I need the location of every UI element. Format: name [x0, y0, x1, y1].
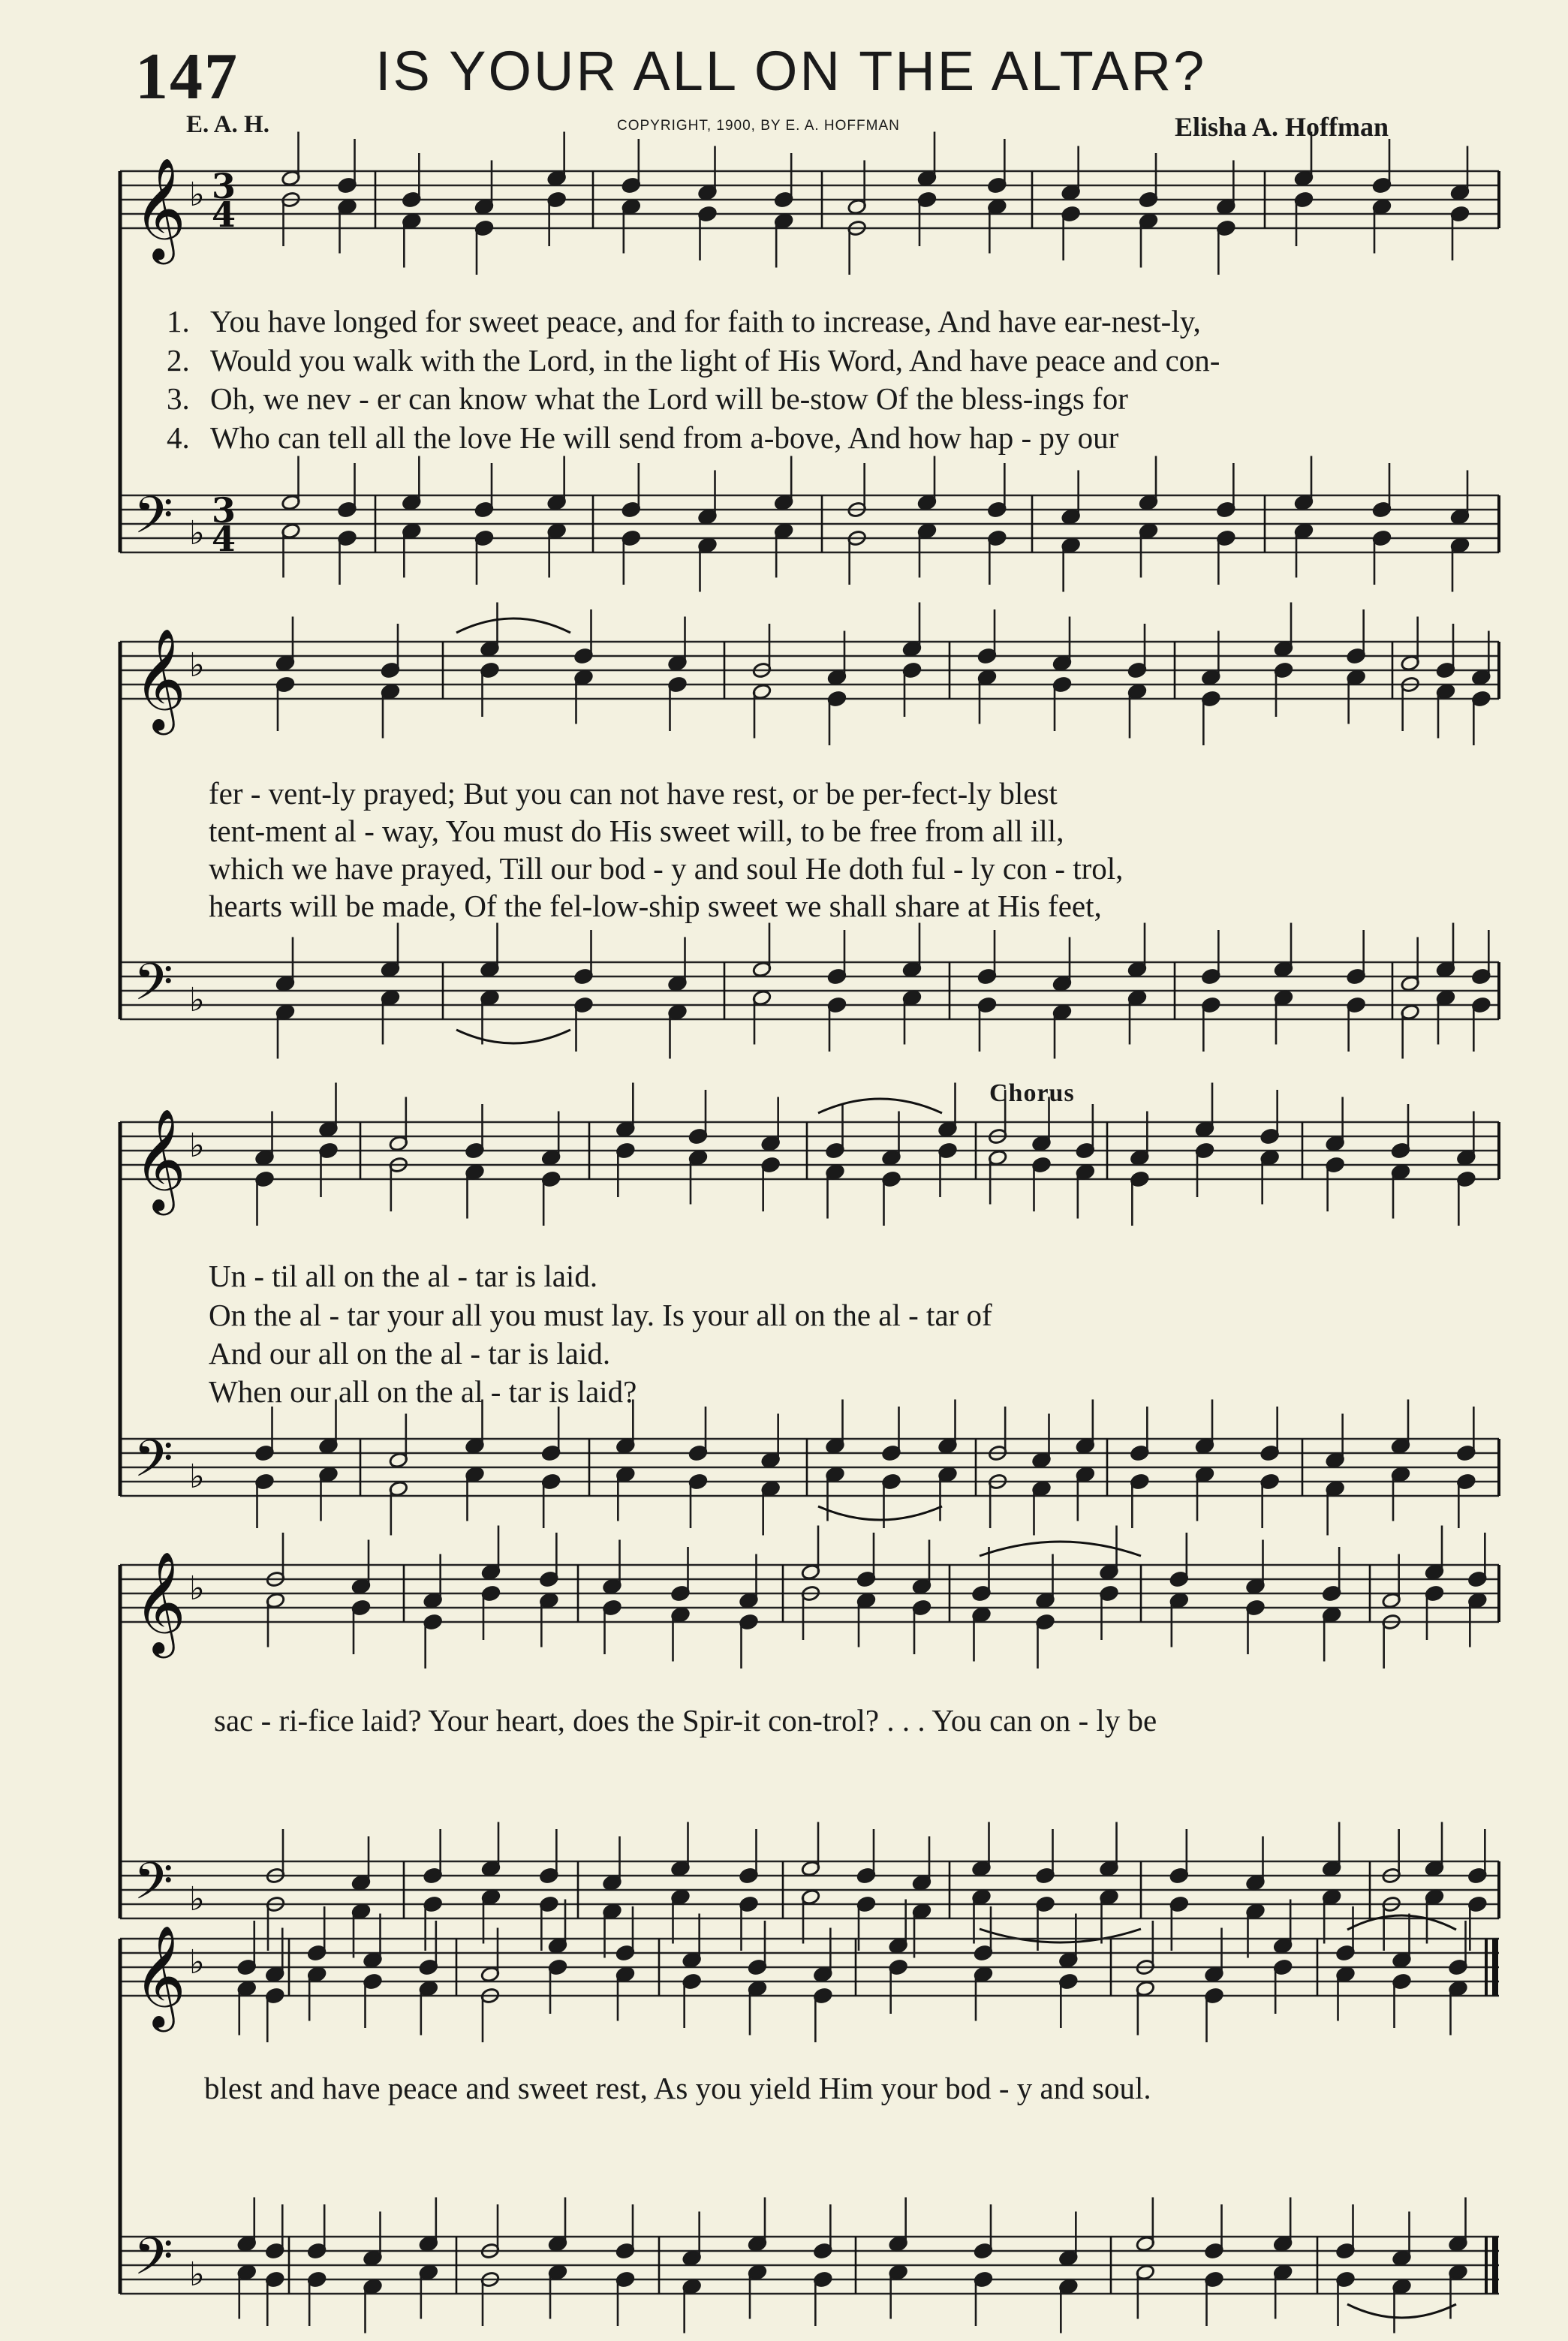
lyric-text: hearts will be made, Of the fel-low-ship sweet we shall share at His feet,: [209, 889, 1102, 923]
flat-icon: ♭: [189, 1943, 205, 1981]
final-bar-line: [1492, 1939, 1498, 1996]
flat-icon: ♭: [189, 2255, 205, 2294]
lyric-text: blest and have peace and sweet rest, As you yield Him your bod - y and soul.: [204, 2071, 1151, 2105]
flat-icon: ♭: [189, 1127, 205, 1165]
verse-number: 4.: [167, 420, 190, 455]
time-signature-bottom: 4: [212, 194, 236, 235]
flat-icon: ♭: [189, 1569, 205, 1608]
bass-clef-icon: 𝄢: [134, 1430, 173, 1501]
lyric-text: fer - vent-ly prayed; But you can not have rest, or be per-fect-ly blest: [209, 776, 1058, 811]
time-signature-top: 3: [212, 166, 236, 206]
slur: [1347, 2304, 1456, 2318]
flat-icon: ♭: [189, 981, 205, 1019]
flat-icon: ♭: [189, 646, 205, 685]
lyric-text: which we have prayed, Till our bod - y and soul He doth ful - ly con - trol,: [209, 851, 1124, 886]
lyric-line: [209, 816, 1064, 847]
verse-number: 2.: [167, 343, 190, 378]
bass-clef-icon: 𝄢: [134, 1852, 173, 1924]
time-signature-bottom: 4: [212, 519, 236, 559]
lyric-text: Un - til all on the al - tar is laid.: [209, 1259, 598, 1293]
treble-clef-icon: 𝄞: [134, 1550, 186, 1653]
final-bar-line: [1492, 2237, 1498, 2294]
flat-icon: ♭: [189, 1458, 205, 1496]
lyric-line: [204, 2073, 1151, 2104]
hymn-number: 147: [135, 41, 239, 113]
bass-clef-icon: 𝄢: [134, 486, 173, 558]
treble-clef-icon: 𝄞: [134, 1924, 186, 2027]
lyric-line: [209, 891, 1102, 922]
lyric-text: You have longed for sweet peace, and for faith to increase, And have ear-nest-ly,: [210, 304, 1201, 339]
lyric-text: tent-ment al - way, You must do His sweet will, to be free from all ill,: [209, 814, 1064, 848]
words-credit: E. A. H.: [186, 111, 269, 138]
flat-icon: ♭: [189, 1880, 205, 1918]
lyric-line: [209, 1300, 992, 1331]
lyric-text: When our all on the al - tar is laid?: [209, 1374, 637, 1409]
copyright-notice: COPYRIGHT, 1900, BY E. A. HOFFMAN: [617, 118, 900, 134]
lyric-text: And our all on the al - tar is laid.: [209, 1336, 611, 1371]
music-credit: Elisha A. Hoffman: [1175, 112, 1389, 142]
slur: [818, 1506, 942, 1520]
bass-clef-icon: 𝄢: [134, 953, 173, 1025]
lyric-text: Who can tell all the love He will send from a-bove, And how hap - py our: [210, 420, 1119, 455]
lyric-line: [209, 1374, 637, 1409]
lyric-line: [167, 381, 1128, 416]
verse-number: 1.: [167, 304, 190, 339]
flat-icon: ♭: [189, 514, 205, 552]
lyric-text: Would you walk with the Lord, in the light of His Word, And have peace and con-: [210, 343, 1220, 378]
lyric-line: [167, 306, 1201, 337]
treble-clef-icon: 𝄞: [134, 156, 186, 260]
treble-clef-icon: 𝄞: [134, 627, 186, 730]
lyric-text: sac - ri-fice laid? Your heart, does the Spir-it con-trol? . . . You can on - ly be: [214, 1703, 1157, 1738]
lyric-line: [209, 1261, 597, 1292]
lyric-line: [209, 778, 1058, 809]
lyric-line: [167, 420, 1119, 455]
flat-icon: ♭: [189, 176, 205, 214]
lyric-line: [167, 345, 1220, 376]
lyric-line: [214, 1705, 1157, 1736]
chorus-label: Chorus: [989, 1079, 1075, 1107]
time-signature-top: 3: [212, 490, 236, 531]
slur: [456, 1030, 570, 1043]
bass-clef-icon: 𝄢: [134, 2228, 173, 2299]
lyric-line: [209, 1338, 610, 1369]
slur: [456, 618, 570, 633]
lyric-text: Oh, we nev - er can know what the Lord will be-stow Of the bless-ings for: [210, 381, 1128, 416]
hymn-title: IS YOUR ALL ON THE ALTAR?: [375, 40, 1207, 102]
slur: [818, 1099, 942, 1113]
treble-clef-icon: 𝄞: [134, 1107, 186, 1211]
slur: [980, 1929, 1141, 1942]
verse-number: 3.: [167, 381, 190, 416]
lyric-text: On the al - tar your all you must lay. Is your all on the al - tar of: [209, 1298, 992, 1332]
lyric-line: [209, 853, 1123, 884]
